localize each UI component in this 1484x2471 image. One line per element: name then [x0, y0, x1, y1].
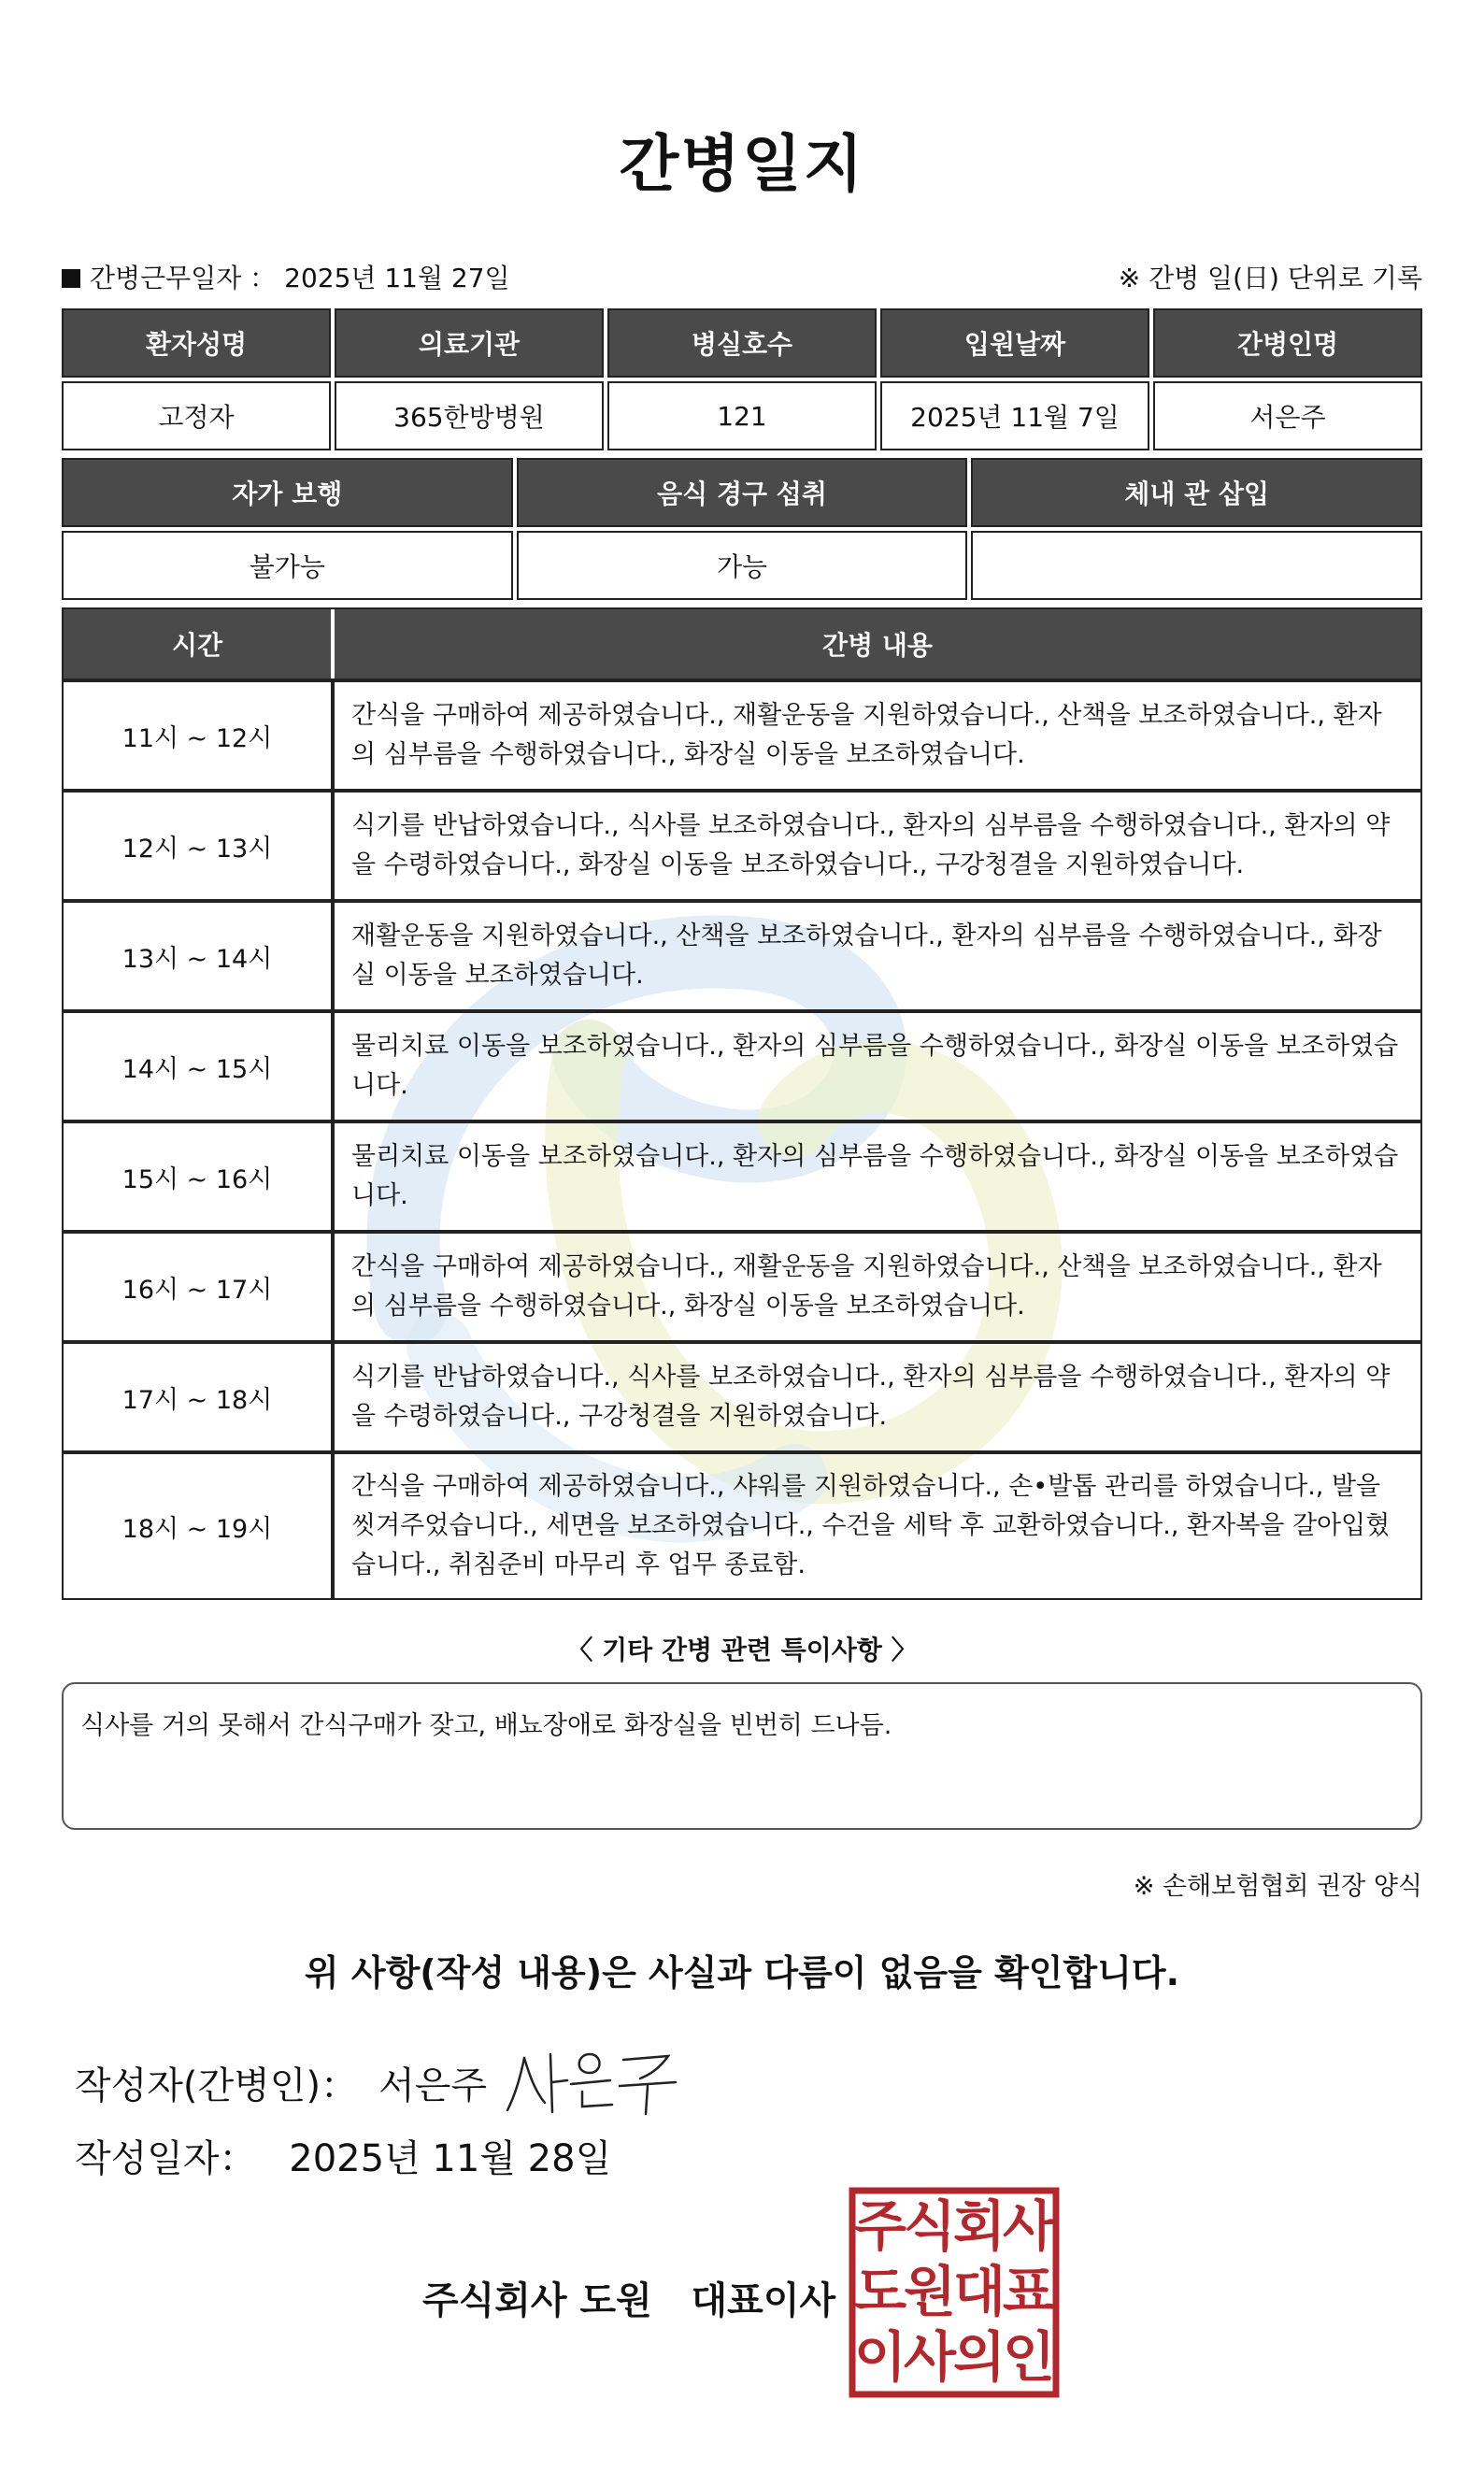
- row-content: 간식을 구매하여 제공하였습니다., 재활운동을 지원하였습니다., 산책을 보조하였습니다., 환자의 심부름을 수행하였습니다., 화장실 이동을 보조하였습니다.: [351, 701, 1382, 769]
- hospital-header: 의료기관: [335, 308, 604, 378]
- seal-character: 사: [903, 2325, 957, 2389]
- seal-character: 도: [853, 2260, 907, 2323]
- table-row: [64, 1009, 1420, 1120]
- seal-character: 사: [1002, 2194, 1056, 2258]
- caregiver-name-header: 간병인명: [1153, 308, 1422, 378]
- confirmation-statement: 위 사항(작성 내용)은 사실과 다름이 없음을 확인합니다.: [304, 1952, 1180, 1993]
- table-row: [64, 1230, 1420, 1340]
- hospital-value: 365한방병원: [335, 381, 604, 450]
- row-time: 18시 ~ 19시: [64, 1454, 335, 1598]
- admission-date-value: 2025년 11월 7일: [880, 381, 1149, 450]
- table-row: [64, 678, 1420, 789]
- room-number-header: 병실호수: [607, 308, 877, 378]
- writer-line: [75, 2045, 681, 2120]
- seal-character: 표: [1002, 2260, 1056, 2323]
- seal-character: 인: [1002, 2325, 1056, 2389]
- notes-title: 〈 기타 간병 관련 특이사항 〉: [566, 1635, 918, 1665]
- row-content: 식기를 반납하였습니다., 식사를 보조하였습니다., 환자의 심부름을 수행하였습니다., 환자의 약을 수령하였습니다., 구강청결을 지원하였습니다.: [351, 1363, 1391, 1431]
- work-date-value: 2025년 11월 27일: [284, 263, 510, 293]
- care-log-table: [62, 607, 1422, 1600]
- self-walking-header: 자가 보행: [62, 458, 513, 527]
- care-log-header-row: [64, 609, 1420, 678]
- table-row: [64, 1340, 1420, 1450]
- work-date-separator: ：: [250, 263, 277, 293]
- written-date-label: 작성일자：: [75, 2137, 257, 2180]
- admission-date-header: 입원날짜: [880, 308, 1149, 378]
- room-number-value: 121: [607, 381, 877, 450]
- seal-character: 식: [903, 2194, 957, 2258]
- row-time: 17시 ~ 18시: [64, 1344, 335, 1450]
- row-content: 물리치료 이동을 보조하였습니다., 환자의 심부름을 수행하였습니다., 화장실 이동을 보조하였습니다.: [351, 1142, 1399, 1210]
- row-content: 재활운동을 지원하였습니다., 산책을 보조하였습니다., 환자의 심부름을 수행하였습니다., 화장실 이동을 보조하였습니다.: [351, 921, 1382, 990]
- seal-character: 이: [853, 2325, 907, 2389]
- row-content: 간식을 구매하여 제공하였습니다., 재활운동을 지원하였습니다., 산책을 보조하였습니다., 환자의 심부름을 수행하였습니다., 화장실 이동을 보조하였습니다.: [351, 1252, 1382, 1321]
- work-date-line: [62, 258, 510, 295]
- tube-insertion-header: 체내 관 삽입: [971, 458, 1422, 527]
- company-representative: 주식회사 도원 대표이사: [422, 2279, 836, 2322]
- oral-intake-header: 음식 경구 섭취: [517, 458, 968, 527]
- row-time: 16시 ~ 17시: [64, 1234, 335, 1340]
- writer-name: 서은주: [378, 2064, 487, 2107]
- patient-name-header: 환자성명: [62, 308, 331, 378]
- unit-note: ※ 간병 일(日) 단위로 기록: [1118, 263, 1422, 293]
- row-content: 식기를 반납하였습니다., 식사를 보조하였습니다., 환자의 심부름을 수행하였습니다., 환자의 약을 수령하였습니다., 화장실 이동을 보조하였습니다., 구강청결을 지원하였습니다.: [351, 811, 1391, 879]
- row-time: 14시 ~ 15시: [64, 1013, 335, 1120]
- seal-character: 원: [903, 2260, 957, 2323]
- table-row: [64, 899, 1420, 1009]
- row-content: 간식을 구매하여 제공하였습니다., 샤워를 지원하였습니다., 손•발톱 관리를 하였습니다., 발을 씻겨주었습니다., 세면을 보조하였습니다., 수건을 세탁 후 교환하였습니다., 환자복을 갈아입혔습니다., 취침준비 마무리 후 업무 종료함.: [351, 1472, 1391, 1579]
- table-row: [64, 1120, 1420, 1230]
- tube-insertion-value: [971, 531, 1422, 600]
- oral-intake-value: 가능: [517, 531, 968, 600]
- patient-name-value: 고정자: [62, 381, 331, 450]
- square-bullet-icon: [62, 269, 80, 288]
- notes-text: 식사를 거의 못해서 간식구매가 잦고, 배뇨장애로 화장실을 빈번히 드나듬.: [62, 1682, 1422, 1830]
- company-seal-icon: [849, 2187, 1060, 2398]
- care-content-header: 간병 내용: [335, 609, 1420, 678]
- row-time: 11시 ~ 12시: [64, 682, 335, 789]
- row-time: 13시 ~ 14시: [64, 903, 335, 1009]
- row-time: 15시 ~ 16시: [64, 1123, 335, 1230]
- writer-label: 작성자(간병인)：: [75, 2064, 359, 2107]
- row-time: 12시 ~ 13시: [64, 793, 335, 899]
- table-row: [64, 1450, 1420, 1598]
- written-date-value: 2025년 11월 28일: [289, 2137, 612, 2180]
- written-date-line: [75, 2129, 611, 2182]
- patient-info-table: [62, 308, 1422, 450]
- table-row: [64, 789, 1420, 899]
- work-date-label: 간병근무일자: [90, 263, 242, 293]
- seal-character: 의: [952, 2325, 1006, 2389]
- form-note: ※ 손해보험협회 권장 양식: [1133, 1872, 1422, 1901]
- seal-character: 회: [952, 2194, 1006, 2258]
- seal-character: 주: [853, 2194, 907, 2258]
- time-header: 시간: [64, 609, 335, 678]
- seal-character: 대: [952, 2260, 1006, 2323]
- patient-status-table: [62, 458, 1422, 600]
- row-content: 물리치료 이동을 보조하였습니다., 환자의 심부름을 수행하였습니다., 화장실 이동을 보조하였습니다.: [351, 1032, 1399, 1100]
- page-title: 간병일지: [619, 128, 865, 200]
- handwritten-signature-icon: [504, 2045, 681, 2120]
- caregiver-name-value: 서은주: [1153, 381, 1422, 450]
- self-walking-value: 불가능: [62, 531, 513, 600]
